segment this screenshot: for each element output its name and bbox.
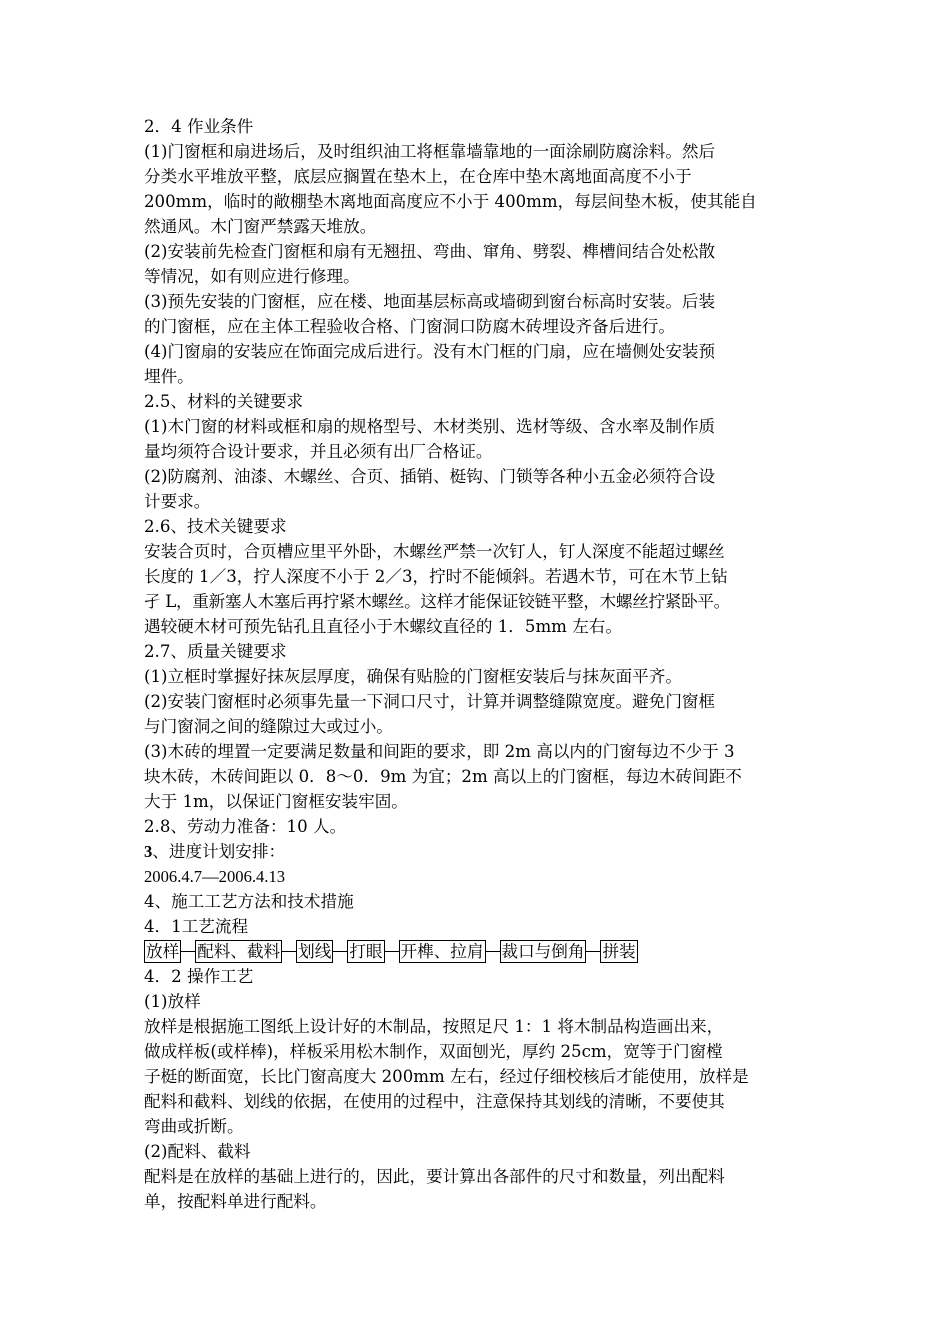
paragraph-line: (3)预先安装的门窗框，应在楼、地面基层标高或墙砌到窗台标高时安装。后装: [144, 292, 716, 311]
paragraph-line: (1)木门窗的材料或框和扇的规格型号、木材类别、选材等级、含水率及制作质: [144, 417, 716, 436]
schedule-dates: 2006.4.7—2006.4.13: [144, 867, 286, 886]
heading-number: 3: [144, 842, 153, 861]
flow-step-peiliao: 配料、截料: [197, 942, 281, 961]
heading-2-8: 2.8、劳动力准备：10 人。: [144, 817, 347, 836]
flow-connector: [586, 951, 600, 952]
flow-connector: [385, 951, 399, 952]
paragraph-line: 子梃的断面宽，长比门窗高度大 200mm 左右，经过仔细校核后才能使用，放样是: [144, 1067, 749, 1086]
paragraph-line: (1)立框时掌握好抹灰层厚度，确保有贴脸的门窗框安装后与抹灰面平齐。: [144, 667, 682, 686]
paragraph-line: 分类水平堆放平整，底层应搁置在垫木上，在仓库中垫木离地面高度不小于: [144, 167, 692, 186]
paragraph-line: (2)安装门窗框时必须事先量一下洞口尺寸，计算并调整缝隙宽度。避免门窗框: [144, 692, 716, 711]
paragraph-line: 等情况，如有则应进行修理。: [144, 267, 360, 286]
document-page: [144, 114, 816, 1214]
paragraph-line: (1)门窗框和扇进场后，及时组织油工将框靠墙靠地的一面涂刷防腐涂料。然后: [144, 142, 716, 161]
paragraph-line: (3)木砖的埋置一定要满足数量和间距的要求，即 2m 高以内的门窗每边不少于 3: [144, 742, 735, 761]
paragraph-line: (2)安装前先检查门窗框和扇有无翘扭、弯曲、窜角、劈裂、榫槽间结合处松散: [144, 242, 716, 261]
paragraph-line: 长度的 1／3，拧人深度不小于 2／3，拧时不能倾斜。若遇木节，可在木节上钻: [144, 567, 728, 586]
paragraph-line: 单，按配料单进行配料。: [144, 1192, 327, 1211]
subheading-peiliao: (2)配料、截料: [144, 1142, 251, 1161]
paragraph-line: 大于 1m，以保证门窗框安装牢固。: [144, 792, 408, 811]
text-block-2: [144, 964, 816, 1214]
paragraph-line: (4)门窗扇的安装应在饰面完成后进行。没有木门框的门扇，应在墙侧处安装预: [144, 342, 716, 361]
paragraph-line: 放样是根据施工图纸上设计好的木制品，按照足尺 1：1 将木制品构造画出来，: [144, 1017, 724, 1036]
heading-text: 、进度计划安排：: [152, 842, 286, 861]
subheading-fangyang: (1)放样: [144, 992, 201, 1011]
heading-3-schedule: [144, 839, 816, 864]
paragraph-line: (2)防腐剂、油漆、木螺丝、合页、插销、梃钩、门锁等各种小五金必须符合设: [144, 467, 716, 486]
paragraph-line: 配料是在放样的基础上进行的，因此，要计算出各部件的尺寸和数量，列出配料: [144, 1167, 725, 1186]
flow-step-kaisun: 开榫、拉肩: [400, 942, 484, 961]
heading-4-2: 4．2 操作工艺: [144, 967, 254, 986]
paragraph-line: 的门窗框，应在主体工程验收合格、门窗洞口防腐木砖埋设齐备后进行。: [144, 317, 675, 336]
flow-connector: [282, 951, 296, 952]
paragraph-line: 量均须符合设计要求，并且必须有出厂合格证。: [144, 442, 493, 461]
flow-connector: [181, 951, 195, 952]
paragraph-line: 配料和截料、划线的依据，在使用的过程中，注意保持其划线的清晰，不要使其: [144, 1092, 725, 1111]
flow-step-dayan: 打眼: [349, 942, 383, 961]
paragraph-line: 弯曲或折断。: [144, 1117, 244, 1136]
paragraph-line: 遇较硬木材可预先钻孔且直径小于木螺纹直径的 1．5mm 左右。: [144, 617, 622, 636]
flow-connector: [333, 951, 347, 952]
text-block-1: [144, 114, 816, 839]
flow-step-huaxian: 划线: [298, 942, 332, 961]
heading-2-6: 2.6、技术关键要求: [144, 517, 287, 536]
heading-4: 4、施工工艺方法和技术措施: [144, 892, 354, 911]
paragraph-line: 孑 L，重新塞人木塞后再拧紧木螺丝。这样才能保证铰链平整，木螺丝拧紧卧平。: [144, 592, 730, 611]
process-flow: [144, 939, 816, 964]
paragraph-line: 做成样板(或样棒)，样板采用松木制作，双面刨光，厚约 25cm，宽等于门窗樘: [144, 1042, 723, 1061]
heading-4-1: 4．1工艺流程: [144, 917, 249, 936]
flow-connector: [486, 951, 500, 952]
paragraph-line: 计要求。: [144, 492, 211, 511]
heading-2-7: 2.7、质量关键要求: [144, 642, 287, 661]
paragraph-line: 200mm，临时的敞棚垫木离地面高度应不小于 400mm，每层间垫木板，使其能自: [144, 192, 757, 211]
flow-step-caikou: 裁口与倒角: [501, 942, 585, 961]
paragraph-line: 块木砖，木砖间距以 0．8～0．9m 为宜；2m 高以上的门窗框，每边木砖间距不: [144, 767, 742, 786]
heading-2-4: 2．4 作业条件: [144, 117, 254, 136]
flow-step-pinzhuang: 拼装: [602, 942, 636, 961]
paragraph-line: 然通风。木门窗严禁露天堆放。: [144, 217, 377, 236]
heading-2-5: 2.5、材料的关键要求: [144, 392, 304, 411]
flow-step-fangyang: 放样: [146, 942, 180, 961]
paragraph-line: 埋件。: [144, 367, 194, 386]
paragraph-line: 安装合页时，合页槽应里平外卧，木螺丝严禁一次钉人，钉人深度不能超过螺丝: [144, 542, 725, 561]
paragraph-line: 与门窗洞之间的缝隙过大或过小。: [144, 717, 393, 736]
